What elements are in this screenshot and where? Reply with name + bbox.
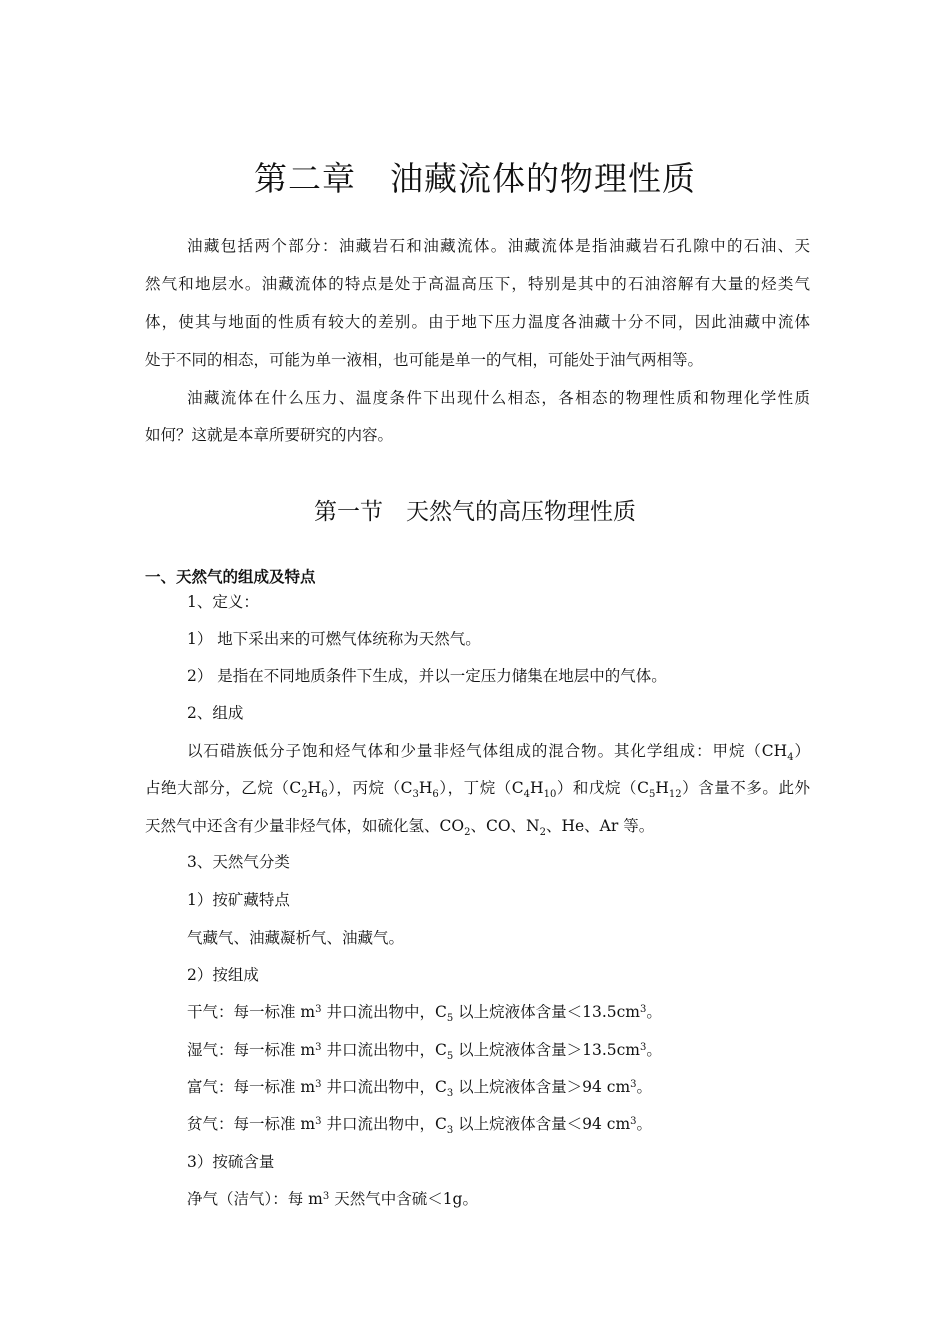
paragraph-line: 然气和地层水。油藏流体的特点是处于高温高压下，特别是其中的石油溶解有大量的烃类气	[145, 275, 810, 293]
gas-type-lean	[187, 1114, 810, 1134]
paragraph-line: 油藏流体在什么压力、温度条件下出现什么相态，各相态的物理性质和物理化学性质	[187, 389, 810, 407]
subscript: 3	[412, 789, 419, 800]
definition-item-2: 2） 是指在不同地质条件下生成，并以一定压力储集在地层中的气体。	[187, 667, 667, 685]
paragraph-line: 体，使其与地面的性质有较大的差别。由于地下压力温度各油藏十分不同，因此油藏中流体	[145, 313, 810, 331]
superscript: 3	[630, 1116, 637, 1127]
text-run: 、He、Ar 等。	[545, 817, 655, 835]
classification-label: 3、天然气分类	[187, 853, 290, 871]
text-run: 天然气中含硫＜1g。	[329, 1190, 478, 1208]
subscript: 2	[301, 789, 308, 800]
composition-line-3	[145, 816, 810, 836]
chapter-title: 第二章 油藏流体的物理性质	[254, 159, 696, 199]
subscript: 2	[539, 827, 546, 838]
subscript: 4	[787, 752, 794, 763]
text-run: 天然气中还含有少量非烃气体，如硫化氢、CO	[145, 817, 465, 835]
text-run: H	[307, 779, 322, 797]
composition-line-2	[145, 778, 810, 798]
subscript: 12	[668, 789, 682, 800]
subscript: 5	[648, 789, 656, 800]
text-run: ）和戊烷（C	[556, 779, 649, 797]
subscript: 5	[446, 1051, 454, 1062]
by-composition-label: 2）按组成	[187, 966, 259, 984]
subscript: 6	[432, 789, 439, 800]
text-run: 以上烷液体含量＜94 cm	[453, 1115, 631, 1133]
subscript: 10	[543, 789, 557, 800]
text-run: 以上烷液体含量＞13.5cm	[453, 1041, 641, 1059]
subscript: 5	[446, 1013, 454, 1024]
text-run: 井口流出物中，C	[321, 1003, 447, 1021]
text-run: 井口流出物中，C	[321, 1115, 447, 1133]
by-reservoir-label: 1）按矿藏特点	[187, 891, 290, 909]
gas-type-dry	[187, 1002, 810, 1022]
text-run: 贫气：每一标准 m	[187, 1115, 316, 1133]
section-title: 第一节 天然气的高压物理性质	[314, 499, 636, 526]
text-run: 净气（洁气）：每 m	[187, 1190, 323, 1208]
superscript: 3	[640, 1042, 647, 1053]
subscript: 3	[446, 1088, 454, 1099]
text-run: 、CO、N	[470, 817, 540, 835]
text-run: 以上烷液体含量＞94 cm	[453, 1078, 631, 1096]
paragraph-line: 油藏包括两个部分：油藏岩石和油藏流体。油藏流体是指油藏岩石孔隙中的石油、天	[187, 237, 810, 255]
text-run: 干气：每一标准 m	[187, 1003, 316, 1021]
text-run: 。	[646, 1003, 662, 1021]
subscript: 4	[523, 789, 531, 800]
text-run: ），丁烷（C	[438, 779, 524, 797]
superscript: 3	[322, 1191, 330, 1202]
text-run: 以石碏族低分子饱和烃气体和少量非烃气体组成的混合物。其化学组成：甲烷（CH	[187, 742, 788, 760]
text-run: H	[418, 779, 433, 797]
text-run: 。	[636, 1115, 653, 1133]
subscript: 2	[464, 827, 471, 838]
text-run: H	[655, 779, 669, 797]
composition-line-1	[187, 741, 810, 761]
definition-label: 1、定义：	[187, 593, 259, 611]
text-run: 以上烷液体含量＜13.5cm	[453, 1003, 641, 1021]
definition-item-1: 1） 地下采出来的可燃气体统称为天然气。	[187, 630, 481, 648]
paragraph-line: 处于不同的相态，可能为单一液相，也可能是单一的气相，可能处于油气两相等。	[145, 351, 704, 369]
superscript: 3	[630, 1079, 637, 1090]
text-run: H	[530, 779, 544, 797]
text-run: 井口流出物中，C	[321, 1078, 447, 1096]
subscript: 6	[321, 789, 328, 800]
text-run: ）含量不多。此外	[681, 779, 810, 797]
text-run: 。	[646, 1041, 662, 1059]
superscript: 3	[640, 1004, 647, 1015]
by-sulfur-label: 3）按硫含量	[187, 1153, 275, 1171]
text-run: 湿气：每一标准 m	[187, 1041, 316, 1059]
subsection-heading: 一、天然气的组成及特点	[145, 567, 316, 586]
subscript: 3	[446, 1125, 454, 1136]
gas-type-rich	[187, 1077, 810, 1097]
superscript: 3	[315, 1116, 322, 1127]
text-run: ），丙烷（C	[327, 779, 413, 797]
superscript: 3	[315, 1042, 322, 1053]
superscript: 3	[315, 1079, 322, 1090]
gas-type-wet	[187, 1040, 810, 1060]
text-run: 。	[636, 1078, 653, 1096]
gas-type-sweet	[187, 1189, 810, 1209]
text-run: ）	[793, 742, 810, 760]
text-run: 井口流出物中，C	[321, 1041, 447, 1059]
text-run: 富气：每一标准 m	[187, 1078, 316, 1096]
paragraph-line: 如何？这就是本章所要研究的内容。	[145, 426, 394, 444]
by-reservoir-text: 气藏气、油藏凝析气、油藏气。	[187, 929, 405, 947]
superscript: 3	[315, 1004, 322, 1015]
composition-label: 2、组成	[187, 704, 244, 722]
text-run: 占绝大部分，乙烷（C	[145, 779, 302, 797]
